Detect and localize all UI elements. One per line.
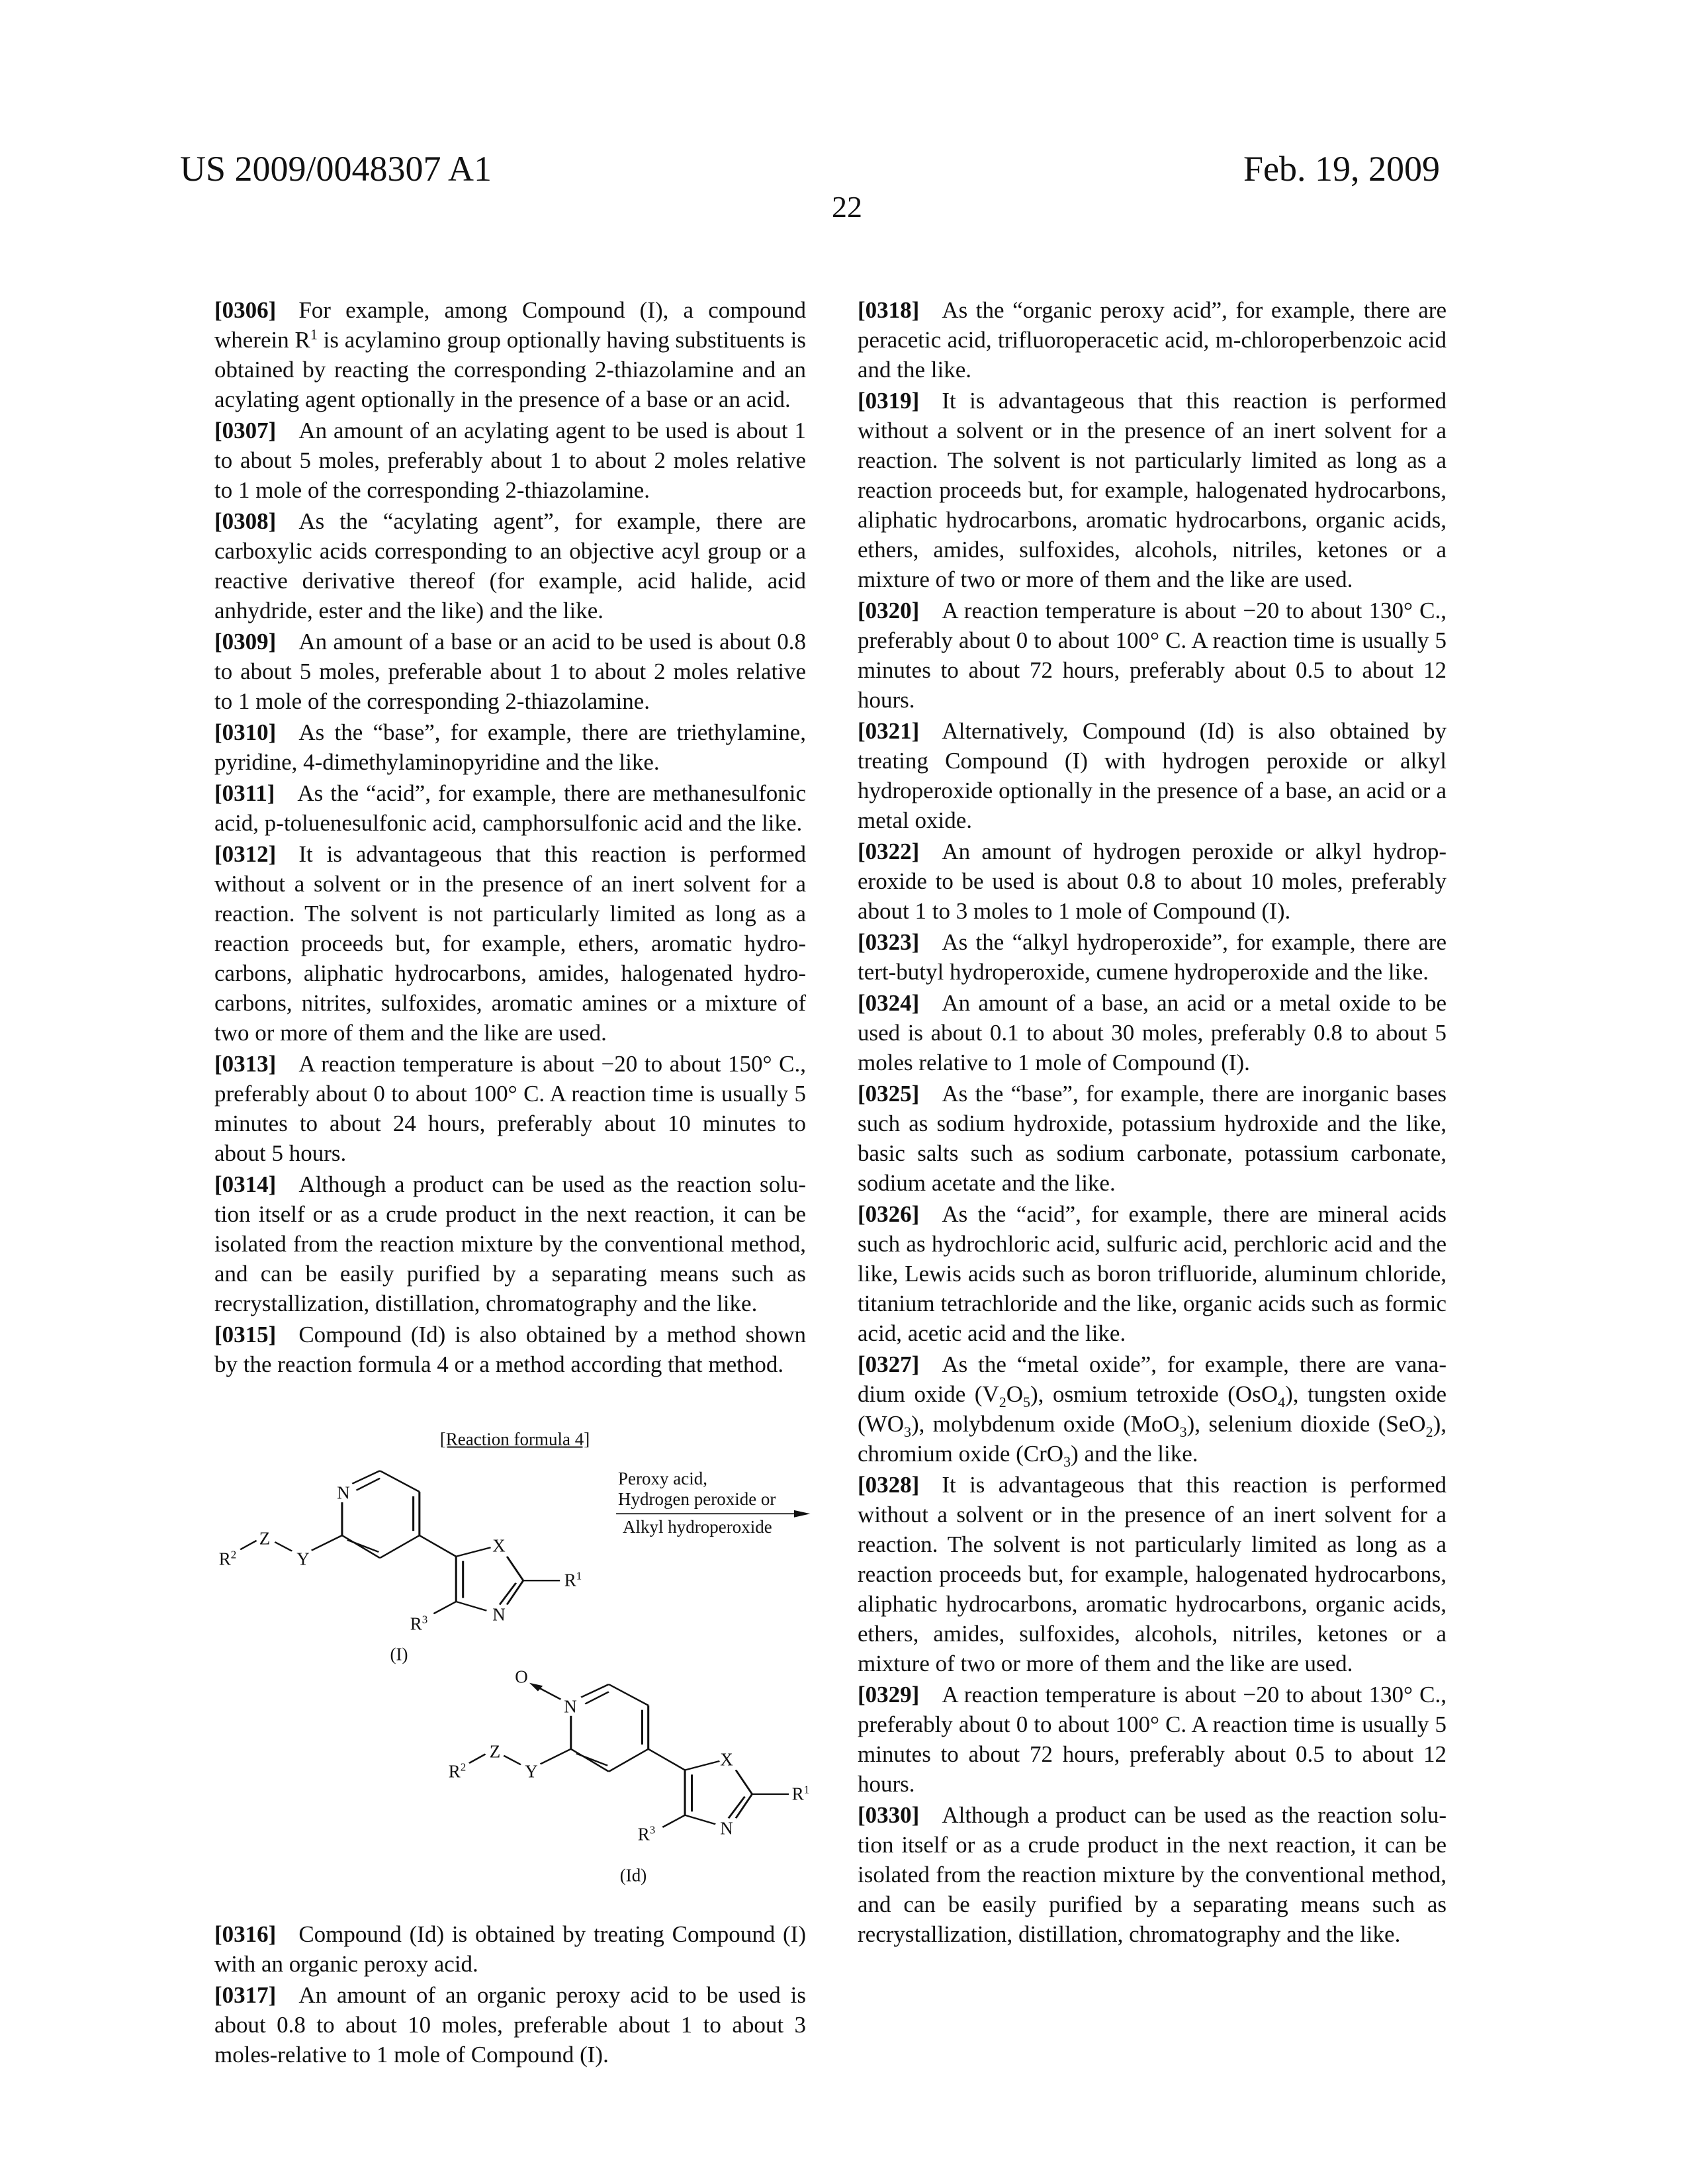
- right-column: [858, 295, 1447, 1950]
- paragraph-text: An amount of an organic peroxy acid to be used is about 0.8 to about 10 moles, preferable about 1 to about 3 moles-relative to 1 mole of Compound (I).: [214, 1982, 806, 2068]
- paragraph-text: Alternatively, Compound (Id) is also obtained by treating Compound (I) with hydrogen peroxide or alkyl hydroperoxide optionally in the presence of a base, an acid or a metal oxide.: [858, 718, 1447, 833]
- atom-label: N: [492, 1606, 506, 1624]
- compound-id-structure: [469, 1684, 789, 1827]
- subscript: 3: [1180, 1424, 1187, 1440]
- paragraph-text: Although a product can be used as the reaction solu­tion itself or as a crude product in the next reaction, it can be isolated from the reaction mixture by the conventional method, and can be easily purified by a separating means such as recrystallization, distillation, chromatography and the like.: [214, 1171, 806, 1316]
- paragraph: [214, 1320, 806, 1379]
- paragraph: [858, 1079, 1447, 1198]
- subscript: 3: [904, 1424, 911, 1440]
- paragraph-number: [0328]: [858, 1472, 919, 1498]
- paragraph: [858, 295, 1447, 385]
- reaction-formula-title: [Reaction formula 4]: [440, 1431, 590, 1449]
- paragraph-text: As the “acid”, for example, there are mineral acids such as hydrochloric acid, sulfuric acid, perchloric acid and the like, Lewis acids such as boron trifluoride, aluminum chloride, titanium tetrachloride and the like, organic acids such as formic acid, acetic acid and the like.: [858, 1201, 1447, 1346]
- paragraph: [214, 1980, 806, 2070]
- paragraph-number: [0310]: [214, 719, 276, 745]
- reaction-scheme-diagram: [185, 1403, 821, 1880]
- compound-label: (I): [390, 1646, 408, 1664]
- paragraph-text: As the “acid”, for example, there are methane­sulfonic acid, p-toluenesulfonic acid, camphorsulfonic acid and the like.: [214, 780, 806, 836]
- paragraph-text: Although a product can be used as the reaction solu­tion itself or as a crude product in the next reaction, it can be isolated from the reaction mixture by the conventional method, and can be easily purified by a separating means such as recrystallization, distillation, chromatography and the like.: [858, 1802, 1447, 1947]
- paragraph-text: For example, among Compound (I), a compound wherein R: [214, 297, 806, 353]
- paragraph: [214, 1169, 806, 1318]
- paragraph-number: [0308]: [214, 508, 276, 534]
- paragraph-text: O: [1006, 1381, 1023, 1407]
- paragraph: [858, 716, 1447, 835]
- substituent-label: R3: [638, 1826, 656, 1844]
- paragraph-text: Compound (Id) is obtained by treating Compound (I) with an organic peroxy acid.: [214, 1921, 806, 1977]
- paragraph-number: [0312]: [214, 841, 276, 867]
- compound-label: (Id): [620, 1867, 646, 1885]
- paragraph: [858, 837, 1447, 926]
- paragraph-number: [0316]: [214, 1921, 276, 1947]
- paragraph-number: [0325]: [858, 1081, 919, 1107]
- paragraph-number: [0330]: [858, 1802, 919, 1828]
- paragraph-number: [0320]: [858, 598, 919, 623]
- subscript: 5: [1023, 1394, 1030, 1410]
- atom-label: Y: [525, 1763, 538, 1781]
- paragraph-text: ) and the like.: [1071, 1441, 1198, 1467]
- paragraph-number: [0317]: [214, 1982, 276, 2008]
- paragraph-number: [0327]: [858, 1351, 919, 1377]
- paragraph: [214, 717, 806, 777]
- paragraph-number: [0322]: [858, 839, 919, 864]
- paragraph-text: Compound (Id) is also obtained by a method shown by the reaction formula 4 or a method according that method.: [214, 1322, 806, 1377]
- paragraph-text: A reaction temperature is about −20 to about 130° C., preferably about 0 to about 100° C. A reaction time is usually 5 minutes to about 72 hours, preferably about 0.5 to about 12 hours.: [858, 1682, 1447, 1797]
- n-oxide-arrowhead: [529, 1683, 543, 1692]
- paragraph-text: ), chromium oxide (CrO: [858, 1411, 1447, 1467]
- left-column: [214, 295, 806, 1381]
- paragraph-text: As the “organic peroxy acid”, for example, there are peracetic acid, trifluoroperacetic acid, m-chloroperbenzoic acid and the like.: [858, 297, 1447, 383]
- paragraph-number: [0315]: [214, 1322, 276, 1347]
- paragraph-text: As the “acylating agent”, for example, there are carboxylic acids corresponding to an objective acyl group or a reactive derivative thereof (for example, acid halide, acid anhydride, ester and the like) and the like.: [214, 508, 806, 623]
- substituent-label: R2: [449, 1763, 467, 1781]
- substituent-label: R1: [564, 1572, 582, 1590]
- paragraph-text: As the “metal oxide”, for example, there are vana­dium oxide (V: [858, 1351, 1447, 1407]
- superscript: 1: [310, 326, 318, 342]
- paragraph: [858, 386, 1447, 594]
- left-column-bottom: [214, 1919, 806, 2071]
- paragraph-number: [0329]: [858, 1682, 919, 1707]
- paragraph-text: An amount of a base, an acid or a metal oxide to be used is about 0.1 to about 30 moles, preferably 0.8 to about 5 moles relative to 1 mole of Compound (I).: [858, 990, 1447, 1075]
- paragraph: [858, 1349, 1447, 1469]
- substituent-label: R1: [792, 1786, 810, 1803]
- atom-label: N: [720, 1820, 733, 1838]
- paragraph: [214, 1919, 806, 1979]
- paragraph-text: ), molybdenum oxide (MoO: [911, 1411, 1180, 1437]
- paragraph-number: [0314]: [214, 1171, 276, 1197]
- paragraph: [858, 1199, 1447, 1348]
- paragraph-text: It is advantageous that this reaction is performed without a solvent or in the presence of an inert solvent for a reaction. The solvent is not particularly limited as long as a reaction proceeds but, for example, halogenated hydrocar­bons, aliphatic hydrocarbons, aromatic hydrocarbons, organic acids, ethers, amides, sulfoxides, alcohols, nitriles, ketones or a mixture of two or more of them and the like are used.: [858, 1472, 1447, 1676]
- paragraph-number: [0321]: [858, 718, 919, 744]
- paragraph-number: [0313]: [214, 1051, 276, 1077]
- paragraph-number: [0309]: [214, 629, 276, 655]
- publication-date: Feb. 19, 2009: [1243, 151, 1440, 187]
- paragraph: [214, 627, 806, 716]
- subscript: 4: [1278, 1394, 1285, 1410]
- substituent-label: R2: [219, 1551, 237, 1569]
- publication-number: US 2009/0048307 A1: [180, 151, 492, 187]
- paragraph: [858, 988, 1447, 1077]
- paragraph-number: [0324]: [858, 990, 919, 1016]
- paragraph: [214, 778, 806, 838]
- paragraph-number: [0311]: [214, 780, 275, 806]
- paragraph: [858, 1680, 1447, 1799]
- paragraph-text: As the “base”, for example, there are inorganic bases such as sodium hydroxide, potassium hydroxide and the like, basic salts such as sodium carbonate, potassium carbonate, sodium acetate and the like.: [858, 1081, 1447, 1196]
- atom-label: Z: [490, 1743, 501, 1761]
- paragraph-text: ), selenium dioxide (SeO: [1187, 1411, 1426, 1437]
- paragraph-text: An amount of hydrogen peroxide or alkyl hydrop­eroxide to be used is about 0.8 to about 10 moles, preferably about 1 to 3 moles to 1 mole of Compound (I).: [858, 839, 1447, 924]
- atom-label: Y: [296, 1551, 310, 1569]
- page-number: 22: [0, 192, 1694, 222]
- paragraph-number: [0306]: [214, 297, 276, 323]
- reagent-line: Hydrogen peroxide or: [618, 1490, 776, 1508]
- atom-label: Z: [259, 1530, 271, 1548]
- atom-label: N: [337, 1484, 350, 1502]
- paragraph-number: [0318]: [858, 297, 919, 323]
- paragraph-number: [0319]: [858, 388, 919, 414]
- atom-label: X: [720, 1751, 733, 1769]
- paragraph-text: As the “alkyl hydroperoxide”, for example, there are tert-butyl hydroperoxide, cumene hydroperoxide and the like.: [858, 929, 1447, 985]
- paragraph: [858, 1800, 1447, 1949]
- atom-label: N: [564, 1698, 577, 1716]
- paragraph-text: ), tungsten oxide (WO: [858, 1381, 1447, 1437]
- atom-label: O: [515, 1668, 528, 1686]
- substituent-label: R3: [410, 1615, 428, 1633]
- paragraph-number: [0307]: [214, 418, 276, 443]
- atom-label: X: [492, 1537, 506, 1555]
- subscript: 2: [1426, 1424, 1433, 1440]
- paragraph: [214, 506, 806, 625]
- paragraph: [214, 839, 806, 1048]
- paragraph-text: ), osmium tetroxide (OsO: [1030, 1381, 1278, 1407]
- subscript: 3: [1063, 1453, 1071, 1470]
- paragraph-text: An amount of an acylating agent to be used is about 1 to about 5 moles, preferably about 1 to about 2 moles relative to 1 mole of the corresponding 2-thiazolamine.: [214, 418, 806, 503]
- paragraph: [214, 416, 806, 505]
- paragraph: [858, 927, 1447, 987]
- paragraph: [858, 596, 1447, 715]
- paragraph-text: is acylamino group optionally having substituents is obtained by reacting the corresponding 2-thiazolamine and an acylating agent optionally in the presence of a base or an acid.: [214, 327, 806, 412]
- subscript: 2: [999, 1394, 1006, 1410]
- reagent-line: Alkyl hydroperoxide: [623, 1518, 772, 1536]
- reaction-arrowhead: [794, 1510, 811, 1518]
- compound-i-structure: [240, 1471, 560, 1614]
- reagent-line: Peroxy acid,: [618, 1470, 707, 1488]
- paragraph: [858, 1470, 1447, 1678]
- paragraph-text: It is advantageous that this reaction is performed without a solvent or in the presence of an inert solvent for a reaction. The solvent is not particularly limited as long as a reaction proceeds but, for example, halogenated hydrocar­bons, aliphatic hydrocarbons, aromatic hydrocarbons, organic acids, ethers, amides, sulfoxides, alcohols, nitriles, ketones or a mixture of two or more of them and the like are used.: [858, 388, 1447, 592]
- paragraph-text: It is advantageous that this reaction is performed without a solvent or in the presence of an inert solvent for a reaction. The solvent is not particularly limited as long as a reaction proceeds but, for example, ethers, aromatic hydro­carbons, aliphatic hydrocarbons, amides, halogenated hydro­carbons, nitrites, sulfoxides, aromatic amines or a mixture of two or more of them and the like are used.: [214, 841, 806, 1046]
- paragraph-number: [0323]: [858, 929, 919, 955]
- paragraph-text: A reaction temperature is about −20 to about 130° C., preferably about 0 to about 100° C. A reaction time is usually 5 minutes to about 72 hours, preferably about 0.5 to about 12 hours.: [858, 598, 1447, 713]
- paragraph-text: A reaction temperature is about −20 to about 150° C., preferably about 0 to about 100° C. A reaction time is usually 5 minutes to about 24 hours, preferably about 10 minutes to about 5 hours.: [214, 1051, 806, 1166]
- paragraph: [214, 295, 806, 414]
- paragraph-text: An amount of a base or an acid to be used is about 0.8 to about 5 moles, preferable about 1 to about 2 moles relative to 1 mole of the corresponding 2-thiazolamine.: [214, 629, 806, 714]
- paragraph-number: [0326]: [858, 1201, 919, 1227]
- paragraph-text: As the “base”, for example, there are triethylamine, pyridine, 4-dimethylaminopyridine and the like.: [214, 719, 806, 775]
- paragraph: [214, 1049, 806, 1168]
